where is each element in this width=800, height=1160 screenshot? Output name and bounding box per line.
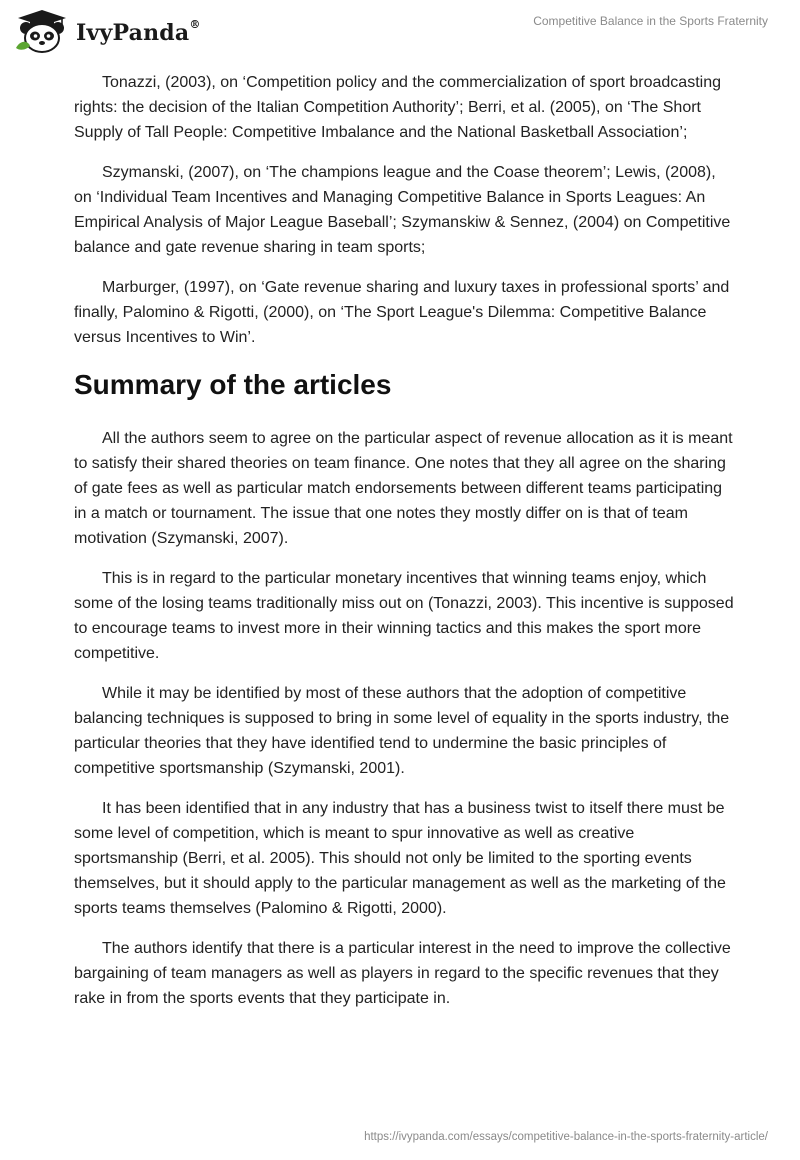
page-header bbox=[0, 0, 800, 70]
summary-paragraph: It has been identified that in any industry that has a business twist to itself there must be some level of competition, which is meant to spur innovative as well as creative sportsmanship (Berri, et al. 2005). This should not only be limited to the sporting events themselves, but it should apply to the particular management as well as the marketing of the sports teams themselves (Palomino & Rigotti, 2000). bbox=[74, 800, 726, 917]
summary-paragraph: All the authors seem to agree on the particular aspect of revenue allocation as it is meant to satisfy their shared theories on team finance. One notes that they all agree on the sharing of gate fees as well as particular match endorsements between different teams participating in a match or tournament. The issue that one notes they mostly differ on is that of team motivation (Szymanski, 2007). bbox=[74, 430, 733, 547]
section-heading: Summary of the articles bbox=[74, 369, 392, 400]
footer-url-link[interactable]: https://ivypanda.com/essays/competitive-balance-in-the-sports-fraternity-article/ bbox=[364, 1131, 768, 1143]
article-body bbox=[74, 70, 734, 1026]
document-title: Competitive Balance in the Sports Fraternity bbox=[533, 14, 768, 28]
summary-paragraph: The authors identify that there is a particular interest in the need to improve the collective bargaining of team managers as well as players in regard to the specific revenues that they rake in from the sports events that they participate in. bbox=[74, 940, 731, 1007]
summary-paragraph: While it may be identified by most of these authors that the adoption of competitive balancing techniques is supposed to bring in some level of equality in the sports industry, the particular theories that they have identified tend to undermine the basic principles of competitive sportsmanship (Szymanski, 2001). bbox=[74, 685, 730, 777]
reference-paragraph: Szymanski, (2007), on ‘The champions league and the Coase theorem’; Lewis, (2008), on ‘Individual Team Incentives and Managing Competitive Balance in Sports Leagues: An Empirical Analysis of Major League Baseball’; Szymanskiw & Sennez, (2004) on Competitive balance and gate revenue sharing in team sports; bbox=[74, 164, 731, 256]
summary-paragraph: This is in regard to the particular monetary incentives that winning teams enjoy, which some of the losing teams traditionally miss out on (Tonazzi, 2003). This incentive is supposed to encourage teams to invest more in their winning tactics and this makes the sport more competitive. bbox=[74, 570, 734, 662]
brand-name[interactable]: IvyPanda® bbox=[76, 18, 201, 46]
registered-mark: ® bbox=[189, 18, 201, 31]
reference-paragraph: Tonazzi, (2003), on ‘Competition policy and the commercialization of sport broadcasting rights: the decision of the Italian Competition Authority’; Berri, et al. (2005), on ‘The Short Supply of Tall People: Competitive Imbalance and the National Basketball Association’; bbox=[74, 74, 721, 141]
reference-paragraph: Marburger, (1997), on ‘Gate revenue sharing and luxury taxes in professional sports’ and finally, Palomino & Rigotti, (2000), on ‘The Sport League's Dilemma: Competitive Balance versus Incentives to Win’. bbox=[74, 279, 730, 346]
panda-logo-icon bbox=[14, 8, 70, 54]
